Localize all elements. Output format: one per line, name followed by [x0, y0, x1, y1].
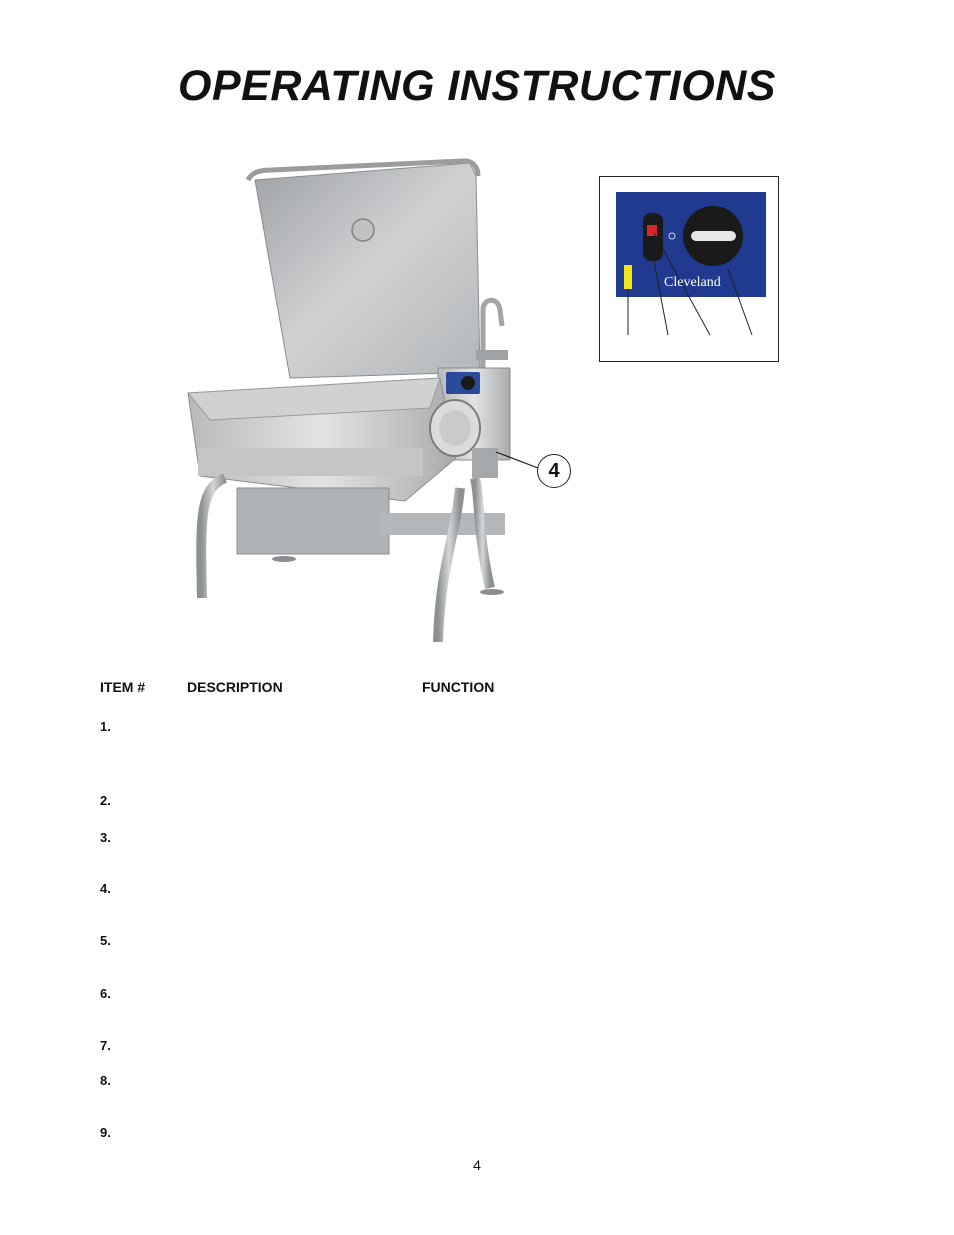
panel-brand-logo: Cleveland [664, 275, 721, 290]
header-description: DESCRIPTION [187, 679, 283, 695]
page-title: OPERATING INSTRUCTIONS [178, 62, 776, 110]
callout-4: 4 [537, 454, 571, 488]
item-number: 7. [100, 1038, 111, 1053]
item-number: 2. [100, 793, 111, 808]
item-number: 9. [100, 1125, 111, 1140]
item-number: 8. [100, 1073, 111, 1088]
header-item: ITEM # [100, 679, 146, 695]
item-number: 6. [100, 986, 111, 1001]
item-number: 5. [100, 933, 111, 948]
control-panel-inset [599, 176, 779, 362]
tilting-skillet-illustration [180, 158, 540, 650]
header-function: FUNCTION [422, 679, 495, 695]
page-number: 4 [473, 1157, 481, 1173]
item-number: 3. [100, 830, 111, 845]
item-number: 4. [100, 881, 111, 896]
item-number: 1. [100, 719, 111, 734]
